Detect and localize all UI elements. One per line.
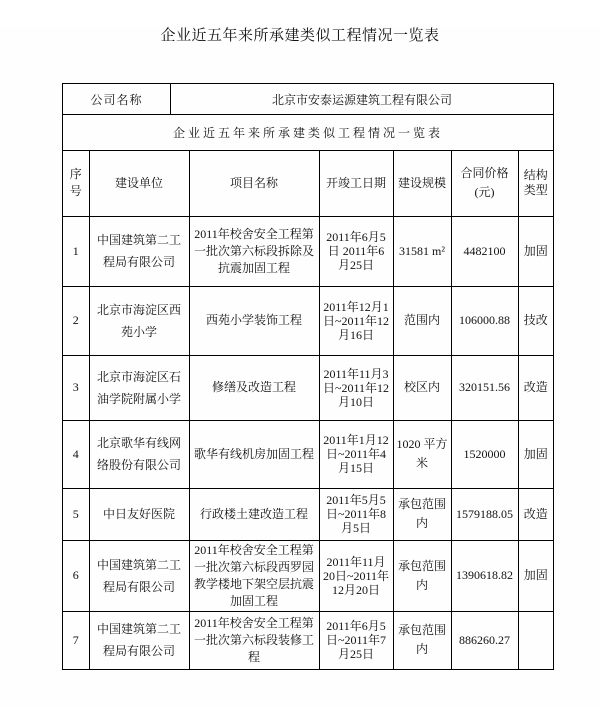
header-dates: 开竣工日期	[319, 151, 393, 216]
cell-unit: 北京市海淀区石油学院附属小学	[89, 355, 189, 420]
table-row	[63, 540, 553, 611]
cell-dates: 2011年12月1日~2011年12月16日	[319, 286, 393, 355]
cell-dates: 2011年5月5日~2011年8月5日	[319, 488, 393, 540]
cell-dates: 2011年1月12日~2011年4月15日	[319, 420, 393, 488]
cell-scale: 承包范围内	[393, 488, 451, 540]
cell-scale: 31581 m²	[393, 216, 451, 286]
projects-table	[62, 83, 554, 670]
cell-unit: 中国建筑第二工程局有限公司	[89, 611, 189, 669]
cell-no: 7	[63, 611, 89, 669]
cell-scale: 校区内	[393, 355, 451, 420]
table-row	[63, 216, 553, 286]
cell-unit: 中日友好医院	[89, 488, 189, 540]
cell-dates: 2011年11月20日~2011年12月20日	[319, 540, 393, 611]
cell-scale: 承包范围内	[393, 540, 451, 611]
cell-scale: 承包范围内	[393, 611, 451, 669]
cell-project: 2011年校舍安全工程第一批次第六标段拆除及抗震加固工程	[189, 216, 319, 286]
company-name-value: 北京市安泰运源建筑工程有限公司	[271, 92, 452, 107]
cell-project: 行政楼土建改造工程	[189, 488, 319, 540]
cell-unit: 北京市海淀区西苑小学	[89, 286, 189, 355]
header-row	[63, 151, 553, 216]
table-row	[63, 420, 553, 488]
header-unit: 建设单位	[89, 151, 189, 216]
cell-no: 2	[63, 286, 89, 355]
header-type: 结构类型	[518, 151, 553, 216]
cell-type: 改造	[518, 488, 553, 540]
projects-grid	[63, 151, 553, 669]
cell-no: 4	[63, 420, 89, 488]
cell-type: 加固	[518, 540, 553, 611]
cell-dates: 2011年6月5日~2011年7月25日	[319, 611, 393, 669]
cell-scale: 范围内	[393, 286, 451, 355]
cell-project: 2011年校舍安全工程第一批次第六标段装修工程	[189, 611, 319, 669]
header-project: 项目名称	[189, 151, 319, 216]
cell-type: 技改	[518, 286, 553, 355]
grid-body	[63, 216, 553, 669]
table-row	[63, 488, 553, 540]
cell-price: 320151.56	[451, 355, 518, 420]
cell-price: 1579188.05	[451, 488, 518, 540]
company-row	[63, 84, 553, 115]
cell-no: 3	[63, 355, 89, 420]
company-name-label: 公司名称	[63, 84, 171, 114]
cell-project: 歌华有线机房加固工程	[189, 420, 319, 488]
cell-dates: 2011年11月3日~2011年12月10日	[319, 355, 393, 420]
header-scale: 建设规模	[393, 151, 451, 216]
cell-type	[518, 611, 553, 669]
cell-project: 西苑小学装饰工程	[189, 286, 319, 355]
table-row	[63, 355, 553, 420]
cell-project: 2011年校舍安全工程第一批次第六标段西罗园教学楼地下架空层抗震加固工程	[189, 540, 319, 611]
cell-type: 改造	[518, 355, 553, 420]
page-title: 企业近五年来所承建类似工程情况一览表	[160, 28, 440, 44]
table-section-title: 企业近五年来所承建类似工程情况一览表	[63, 115, 553, 151]
table-row	[63, 611, 553, 669]
cell-price: 886260.27	[451, 611, 518, 669]
header-no: 序号	[63, 151, 89, 216]
cell-price: 4482100	[451, 216, 518, 286]
cell-price: 106000.88	[451, 286, 518, 355]
cell-type: 加固	[518, 216, 553, 286]
header-price: 合同价格(元)	[451, 151, 518, 216]
cell-unit: 中国建筑第二工程局有限公司	[89, 216, 189, 286]
cell-unit: 北京歌华有线网络股份有限公司	[89, 420, 189, 488]
table-row	[63, 286, 553, 355]
cell-unit: 中国建筑第二工程局有限公司	[89, 540, 189, 611]
cell-dates: 2011年6月5日 2011年6月25日	[319, 216, 393, 286]
document-page	[0, 26, 600, 706]
cell-scale: 1020 平方米	[393, 420, 451, 488]
cell-no: 1	[63, 216, 89, 286]
cell-price: 1520000	[451, 420, 518, 488]
cell-project: 修缮及改造工程	[189, 355, 319, 420]
cell-price: 1390618.82	[451, 540, 518, 611]
grid-header	[63, 151, 553, 216]
cell-type: 加固	[518, 420, 553, 488]
cell-no: 5	[63, 488, 89, 540]
cell-no: 6	[63, 540, 89, 611]
